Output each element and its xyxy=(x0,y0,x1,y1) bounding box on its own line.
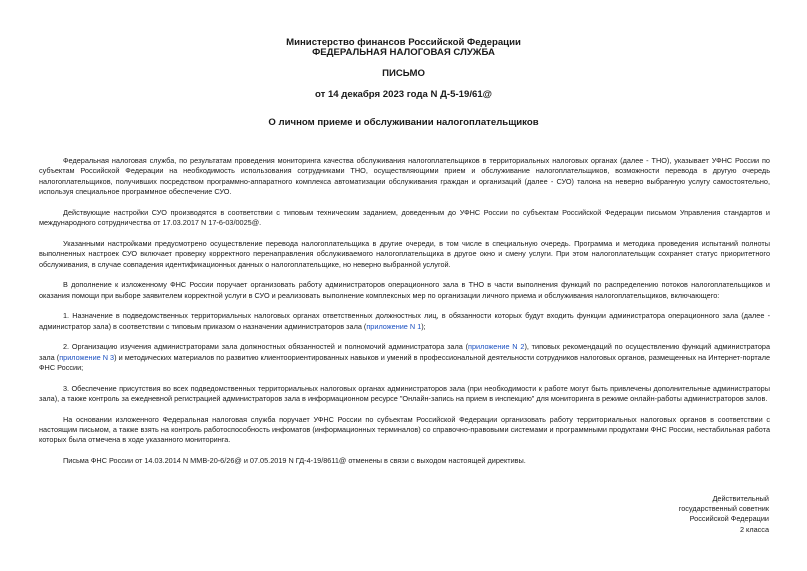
signature-line-4: 2 класса xyxy=(739,524,769,534)
signature-block xyxy=(679,494,769,535)
paragraph-4: В дополнение к изложенному ФНС России поручает организовать работу администраторов операционного зала в ТНО в части выполнения функций по распределению потоков налогоплательщиков и оказания помощи при выборе заявителем корректной услуги в СУО и реализовать выполнение комплексных мер по организации личного приема и обслуживания налогоплательщиков, включающего: xyxy=(39,280,770,300)
paragraph-6-text-b: ), типовых рекомендаций по осуществлению функций администратора зала ( xyxy=(39,342,770,362)
signature-line-3: Российской Федерации xyxy=(689,514,769,524)
document-type: ПИСЬМО xyxy=(382,68,425,79)
paragraph-6 xyxy=(39,342,770,373)
document-date-number: от 14 декабря 2023 года N Д-5-19/61@ xyxy=(314,89,493,100)
appendix-2-link[interactable]: приложение N 2 xyxy=(468,342,525,352)
paragraph-1: Федеральная налоговая служба, по результатам проведения мониторинга качества обслуживания налогоплательщиков в территориальных налоговых органах (далее - ТНО), указывает УФНС России по субъектам Российской Федерации на необходимость использования сотрудниками ТНО, осуществляющими прием и обслуживание налогоплательщиков, возможности перевода в другую очередь налогоплательщиков, получивших посредством программно-аппаратного комплекса автоматизации обслуживания граждан и организаций (далее - СУО) талона на неверно выбранную услугу самостоятельно, используя специальное программное обеспечение СУО. xyxy=(39,156,770,197)
document-subject: О личном приеме и обслуживании налогоплательщиков xyxy=(268,117,539,128)
appendix-3-link[interactable]: приложение N 3 xyxy=(59,352,115,362)
paragraph-7: 3. Обеспечение присутствия во всех подведомственных территориальных налоговых органах администраторов зала (при необходимости к работе могут быть привлечены дополнительные администраторы зала), а также контроль за ежедневной регистрацией администраторов зала в информационном ресурсе "Онлайн-запись на прием в инспекцию" для мониторинга в режиме онлайн-работы администраторов залов. xyxy=(39,383,770,404)
paragraph-5 xyxy=(39,311,770,332)
paragraph-9: Письма ФНС России от 14.03.2014 N ММВ-20-6/26@ и 07.05.2019 N ГД-4-19/8611@ отменены в связи с выходом настоящей директивы. xyxy=(63,456,526,466)
signature-line-2: государственный советник xyxy=(678,504,769,514)
paragraph-2: Действующие настройки СУО производятся в соответствии с типовым техническим заданием, доведенным до УФНС России по субъектам Российской Федерации письмом Управления стандартов и международного сотрудничества от 17.03.2017 N 17-6-03/0025@. xyxy=(39,207,770,228)
paragraph-6-text-a: 2. Организацию изучения администраторами зала должностных обязанностей и полномочий администратора зала ( xyxy=(63,342,469,352)
paragraph-5-text-b: ); xyxy=(421,321,426,331)
appendix-1-link[interactable]: приложение N 1 xyxy=(366,321,422,331)
paragraph-6-text-c: ) и методических материалов по развитию клиентоориентированных навыков и умений в профессиональной деятельности сотрудников налоговых органов, размещенных на Интернет-портале ФНС России; xyxy=(39,352,771,373)
document-body xyxy=(39,156,770,477)
service-name: ФЕДЕРАЛЬНАЯ НАЛОГОВАЯ СЛУЖБА xyxy=(312,47,495,58)
paragraph-3: Указанными настройками предусмотрено осуществление перевода налогоплательщика в другие очереди, в том числе в специальную очередь. Программа и методика проведения испытаний полноты выполненных настроек СУО включает проверку корректного перенаправления обслуживаемого налогоплательщика в другое окно и смену услуги. При этом налогоплательщик сохраняет статус приоритетного обслуживания, в случае совпадения идентификационных данных о налогоплательщике, но неверно выбранной услугой. xyxy=(39,238,770,269)
paragraph-5-text-a: 1. Назначение в подведомственных территориальных налоговых органах ответственных должностных лиц, в обязанности которых будут входить функции администратора операционного зала (далее - администратор зала) в соответствии с типовым приказом о назначении администраторов зала ( xyxy=(39,311,770,331)
paragraph-8: На основании изложенного Федеральная налоговая служба поручает УФНС России по субъектам Российской Федерации организовать работу территориальных налоговых органов в соответствии с настоящим письмом, а также взять на контроль работоспособность инфоматов (информационных терминалов) со справочно-правовыми системами и программными продуктами ФНС России, нестабильная работа которых была отмечена в ходе указанного мониторинга. xyxy=(39,414,770,445)
ministry-name: Министерство финансов Российской Федерации xyxy=(286,37,521,48)
signature-line-1: Действительный xyxy=(712,494,769,503)
